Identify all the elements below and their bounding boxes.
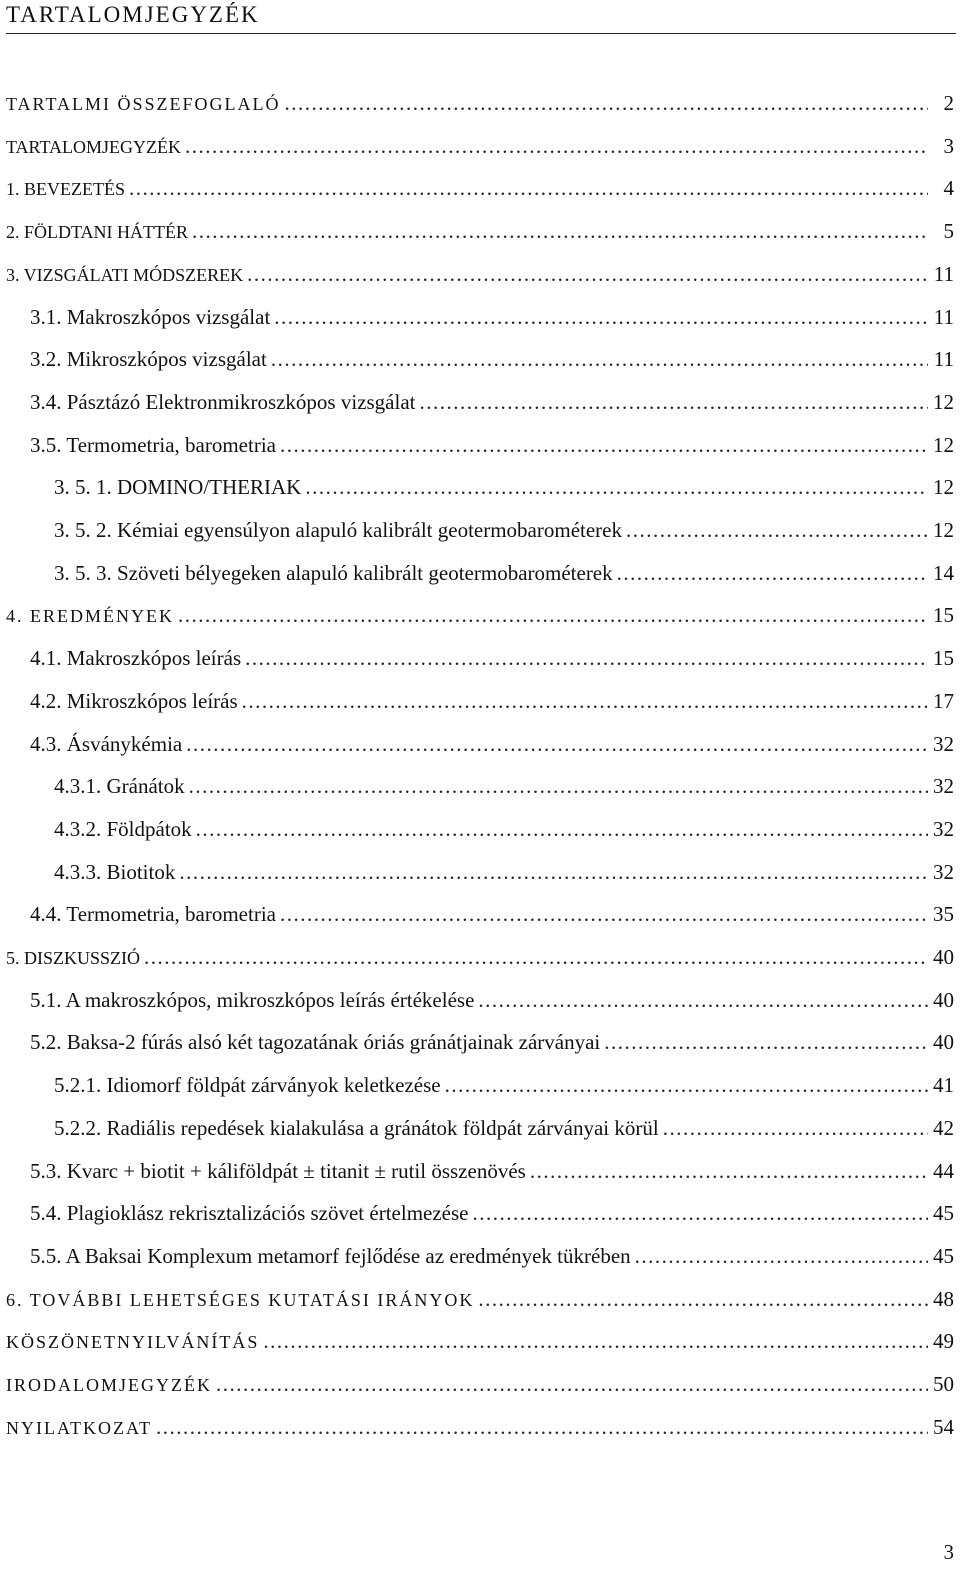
toc-entry-page: 44 <box>933 1159 954 1183</box>
page-number: 3 <box>943 1540 954 1564</box>
toc-entry-title: 6. TOVÁBBI LEHETSÉGES KUTATÁSI IRÁNYOK <box>6 1290 475 1310</box>
toc-leader <box>245 643 928 673</box>
toc-leader <box>530 1156 928 1186</box>
toc-entry[interactable] <box>30 686 954 716</box>
toc-entry-title: 3.4. Pásztázó Elektronmikroszkópos vizsgálat <box>30 390 416 414</box>
toc-entry-page: 50 <box>933 1372 954 1396</box>
toc-entry-page: 54 <box>933 1415 954 1439</box>
toc-entry-title: 4. EREDMÉNYEK <box>6 606 174 626</box>
toc-entry-title: 4.3.2. Földpátok <box>54 817 192 841</box>
toc-entry-title: 3. 5. 2. Kémiai egyensúlyon alapuló kalibrált geotermobarométerek <box>54 518 622 542</box>
toc-leader <box>280 899 928 929</box>
toc-leader <box>604 1027 928 1057</box>
toc-entry-title: 3. 5. 3. Szöveti bélyegeken alapuló kalibrált geotermobarométerek <box>54 561 613 585</box>
toc-entry[interactable] <box>54 515 954 545</box>
page-heading: TARTALOMJEGYZÉK <box>6 2 260 27</box>
toc-entry-page: 40 <box>933 945 954 969</box>
toc-entry[interactable] <box>6 1412 954 1442</box>
toc-entry[interactable] <box>54 814 954 844</box>
toc-entry-page: 32 <box>933 860 954 884</box>
toc-entry-title: 5.2.2. Radiális repedések kialakulása a gránátok földpát zárványai körül <box>54 1116 659 1140</box>
toc-leader <box>247 259 928 289</box>
toc-entry[interactable] <box>30 729 954 759</box>
toc-entry-title: 5.4. Plagioklász rekrisztalizációs szövet értelmezése <box>30 1201 469 1225</box>
toc-entry[interactable] <box>6 259 954 289</box>
toc-leader <box>156 1412 928 1442</box>
toc-entry[interactable] <box>30 302 954 332</box>
toc-entry[interactable] <box>6 1369 954 1399</box>
toc-entry-title: 5.2.1. Idiomorf földpát zárványok keletkezése <box>54 1073 441 1097</box>
toc-leader <box>192 216 928 246</box>
toc-leader <box>473 1198 929 1228</box>
toc-entry-title: 4.3. Ásványkémia <box>30 732 183 756</box>
toc-entry-page: 11 <box>933 305 954 329</box>
toc-leader <box>263 1326 928 1356</box>
toc-entry-title: 4.2. Mikroszkópos leírás <box>30 689 238 713</box>
toc-entry-page: 35 <box>933 902 954 926</box>
toc-entry-page: 32 <box>933 817 954 841</box>
toc-entry[interactable] <box>30 344 954 374</box>
toc-leader <box>242 686 928 716</box>
toc-entry-title: 1. BEVEZETÉS <box>6 179 125 199</box>
toc-entry-page: 2 <box>943 91 954 115</box>
toc-entry[interactable] <box>6 131 954 161</box>
toc-entry-page: 41 <box>933 1073 954 1097</box>
toc-leader <box>216 1369 928 1399</box>
toc-entry-title: 2. FÖLDTANI HÁTTÉR <box>6 222 189 242</box>
toc-entry-page: 45 <box>933 1244 954 1268</box>
toc-entry[interactable] <box>54 472 954 502</box>
toc-entry[interactable] <box>6 173 954 203</box>
toc-entry-page: 14 <box>933 561 954 585</box>
toc-entry-title: 5.1. A makroszkópos, mikroszkópos leírás értékelése <box>30 988 475 1012</box>
toc-entry[interactable] <box>30 1241 954 1271</box>
toc-leader <box>663 1113 928 1143</box>
toc-entry-title: 3. VIZSGÁLATI MÓDSZEREK <box>6 265 244 285</box>
toc-leader <box>305 472 928 502</box>
toc-leader <box>635 1241 928 1271</box>
toc-leader <box>626 515 928 545</box>
toc-entry-title: IRODALOMJEGYZÉK <box>6 1375 212 1395</box>
toc-entry-page: 17 <box>933 689 954 713</box>
toc-entry-title: 5.3. Kvarc + biotit + káliföldpát ± titanit ± rutil összenövés <box>30 1159 526 1183</box>
toc-entry[interactable] <box>30 1027 954 1057</box>
toc-entry-page: 12 <box>933 390 954 414</box>
toc-entry-page: 48 <box>933 1287 954 1311</box>
toc-entry-title: 5.5. A Baksai Komplexum metamorf fejlődése az eredmények tükrében <box>30 1244 631 1268</box>
toc-leader <box>129 173 928 203</box>
toc-entry[interactable] <box>6 942 954 972</box>
toc-leader <box>285 88 928 118</box>
toc-leader <box>617 558 928 588</box>
toc-leader <box>271 344 928 374</box>
toc-entry-page: 12 <box>933 433 954 457</box>
toc-entry[interactable] <box>6 216 954 246</box>
toc-entry[interactable] <box>30 1156 954 1186</box>
toc-leader <box>189 771 928 801</box>
toc-entry-title: 4.4. Termometria, barometria <box>30 902 276 926</box>
toc-leader <box>280 430 928 460</box>
toc-leader <box>274 302 928 332</box>
toc-entry-page: 11 <box>933 262 954 286</box>
toc-leader <box>186 729 928 759</box>
toc-entry[interactable] <box>54 558 954 588</box>
toc-entry-page: 32 <box>933 774 954 798</box>
toc-entry[interactable] <box>30 430 954 460</box>
toc-entry-page: 49 <box>933 1329 954 1353</box>
toc-leader <box>179 857 928 887</box>
toc-entry[interactable] <box>30 985 954 1015</box>
toc-entry-title: 5.2. Baksa-2 fúrás alsó két tagozatának óriás gránátjainak zárványai <box>30 1030 601 1054</box>
toc-entry[interactable] <box>54 1113 954 1143</box>
toc-entry-title: TARTALMI ÖSSZEFOGLALÓ <box>6 94 281 114</box>
heading-rule <box>6 33 956 34</box>
toc-entry[interactable] <box>6 1284 954 1314</box>
toc-entry-title: 4.3.3. Biotitok <box>54 860 176 884</box>
toc-entry-title: 5. DISZKUSSZIÓ <box>6 948 141 968</box>
toc-entry-page: 5 <box>943 219 954 243</box>
toc-entry-title: TARTALOMJEGYZÉK <box>6 137 182 157</box>
toc-entry[interactable] <box>30 387 954 417</box>
toc-entry[interactable] <box>6 600 954 630</box>
toc-entry[interactable] <box>30 1198 954 1228</box>
toc-leader <box>185 131 928 161</box>
toc-entry[interactable] <box>30 899 954 929</box>
toc-entry-page: 11 <box>933 347 954 371</box>
toc-entry-page: 4 <box>943 176 954 200</box>
toc-entry-title: 3.5. Termometria, barometria <box>30 433 276 457</box>
toc-entry[interactable] <box>54 1070 954 1100</box>
toc-entry-title: 4.3.1. Gránátok <box>54 774 185 798</box>
toc-leader <box>478 1284 928 1314</box>
toc-entry-page: 42 <box>933 1116 954 1140</box>
toc-leader <box>478 985 928 1015</box>
toc-entry[interactable] <box>30 643 954 673</box>
toc-entry-page: 3 <box>943 134 954 158</box>
toc-entry-page: 32 <box>933 732 954 756</box>
toc-entry-page: 40 <box>933 1030 954 1054</box>
toc-entry-page: 15 <box>933 603 954 627</box>
toc-entry-page: 12 <box>933 475 954 499</box>
toc-entry[interactable] <box>54 771 954 801</box>
toc-leader <box>178 600 928 630</box>
toc-leader <box>445 1070 928 1100</box>
toc-entry-page: 45 <box>933 1201 954 1225</box>
toc-leader <box>196 814 928 844</box>
toc-entry-title: KÖSZÖNETNYILVÁNÍTÁS <box>6 1332 260 1352</box>
toc-entry-title: 3.1. Makroszkópos vizsgálat <box>30 305 271 329</box>
toc-entry[interactable] <box>6 88 954 118</box>
toc-entry[interactable] <box>54 857 954 887</box>
toc-leader <box>420 387 929 417</box>
toc-entry-page: 15 <box>933 646 954 670</box>
toc-entry-page: 40 <box>933 988 954 1012</box>
toc-entry-title: 3. 5. 1. DOMINO/THERIAK <box>54 475 302 499</box>
toc-entry-page: 12 <box>933 518 954 542</box>
toc-leader <box>144 942 928 972</box>
toc-entry-title: NYILATKOZAT <box>6 1418 152 1438</box>
toc-entry-title: 3.2. Mikroszkópos vizsgálat <box>30 347 267 371</box>
toc-entry-title: 4.1. Makroszkópos leírás <box>30 646 242 670</box>
toc-entry[interactable] <box>6 1326 954 1356</box>
